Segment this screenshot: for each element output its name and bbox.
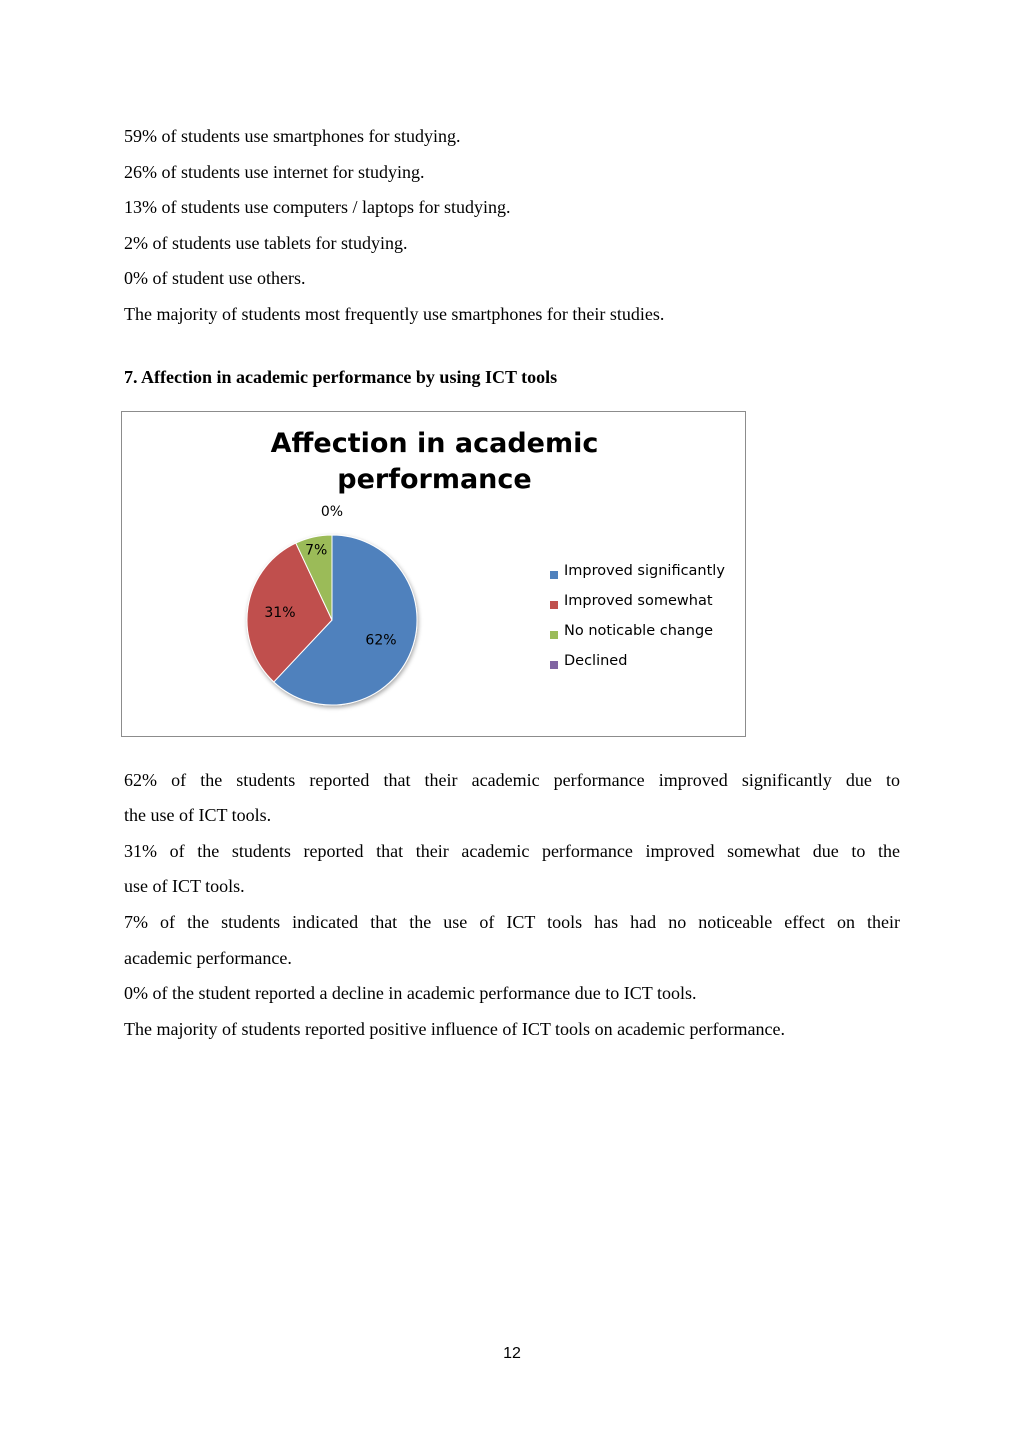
- pie-label-improved-somewhat: 31%: [264, 604, 296, 621]
- chart-title-line-1: Affection in academic: [270, 428, 599, 459]
- intro-line-computers: 13% of students use computers / laptops for studying.: [124, 197, 511, 217]
- chart-title-line-2: performance: [337, 464, 532, 495]
- page-number: 12: [503, 1345, 521, 1362]
- intro-line-summary: The majority of students most frequently use smartphones for their studies.: [124, 304, 665, 324]
- paragraph-3-line-1: 7% of the students indicated that the use of ICT tools has had no noticeable effect on their: [124, 912, 900, 932]
- legend-swatch-improved-significantly: [550, 571, 558, 579]
- pie-label-no-noticable-change: 7%: [305, 542, 328, 559]
- paragraph-1-line-2: the use of ICT tools.: [124, 805, 272, 825]
- legend-label-improved-significantly: Improved significantly: [564, 563, 725, 579]
- paragraph-1-line-1: 62% of the students reported that their academic performance improved significantly due to: [124, 770, 900, 790]
- intro-line-others: 0% of student use others.: [124, 268, 306, 288]
- legend-swatch-declined: [550, 661, 558, 669]
- paragraph-2-line-2: use of ICT tools.: [124, 876, 245, 896]
- paragraph-2-line-1: 31% of the students reported that their academic performance improved somewhat due to the: [124, 841, 900, 861]
- legend-label-improved-somewhat: Improved somewhat: [564, 593, 713, 609]
- pie-label-improved-significantly: 62%: [365, 632, 397, 649]
- legend-swatch-improved-somewhat: [550, 601, 558, 609]
- intro-line-internet: 26% of students use internet for studying.: [124, 162, 425, 182]
- section-heading: 7. Affection in academic performance by using ICT tools: [124, 367, 558, 387]
- pie-label-declined: 0%: [320, 504, 344, 520]
- paragraph-5: The majority of students reported positive influence of ICT tools on academic performance.: [124, 1019, 785, 1039]
- paragraph-3-line-2: academic performance.: [124, 948, 292, 968]
- intro-line-smartphones: 59% of students use smartphones for studying.: [124, 126, 461, 146]
- intro-line-tablets: 2% of students use tablets for studying.: [124, 233, 408, 253]
- legend-label-declined: Declined: [564, 653, 628, 669]
- legend-label-no-noticable-change: No noticable change: [564, 623, 714, 639]
- pie-chart-frame: [121, 411, 746, 737]
- legend-swatch-no-noticable-change: [550, 631, 558, 639]
- paragraph-4: 0% of the student reported a decline in academic performance due to ICT tools.: [124, 983, 697, 1003]
